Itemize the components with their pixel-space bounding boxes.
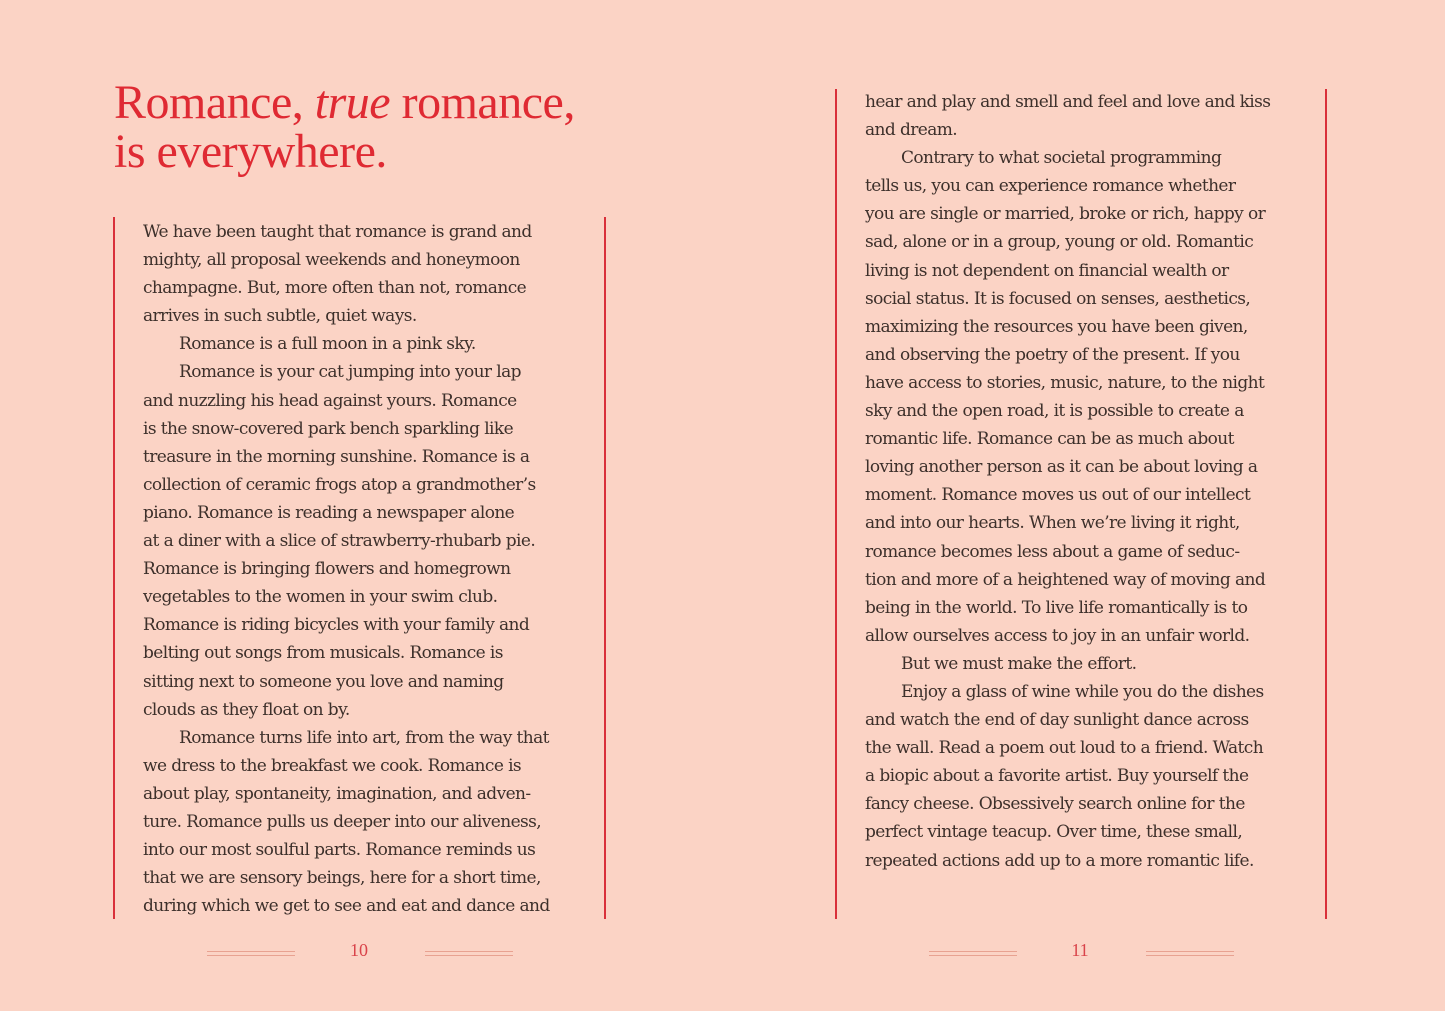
body-line: moment. Romance moves us out of our intellect [865,485,1251,506]
body-line: piano. Romance is reading a newspaper alone [143,502,515,523]
body-line: fancy cheese. Obsessively search online for the [865,794,1245,815]
body-line: and dream. [865,120,958,141]
body-line: ture. Romance pulls us deeper into our aliveness, [143,811,542,832]
body-line: Romance is bringing flowers and homegrown [143,559,511,580]
body-line: that we are sensory beings, here for a short time, [143,868,541,889]
body-line: Romance is your cat jumping into your lap [179,362,521,383]
right-footer-rule-right [1146,951,1234,956]
body-line: romantic life. Romance can be as much about [865,429,1234,450]
body-line: Enjoy a glass of wine while you do the dishes [901,681,1264,702]
body-line: sad, alone or in a group, young or old. Romantic [865,232,1254,253]
body-line: maximizing the resources you have been given, [865,316,1248,337]
body-line: Contrary to what societal programming [901,148,1222,169]
body-line: during which we get to see and eat and dance and [143,896,550,917]
body-line: into our most soulful parts. Romance reminds us [143,840,536,861]
title-line-1: Romance, true romance, [114,76,575,129]
body-line: belting out songs from musicals. Romance is [143,643,503,664]
body-line: the wall. Read a poem out loud to a friend. Watch [865,738,1264,759]
body-line: vegetables to the women in your swim club. [143,587,498,608]
body-line: But we must make the effort. [901,653,1137,674]
body-line: Romance is a full moon in a pink sky. [179,334,476,355]
left-page-left-rule [113,217,115,919]
page-number-right: 11 [1071,940,1089,960]
body-line: hear and play and smell and feel and love and kiss [865,92,1271,112]
left-page-body [143,218,598,920]
body-line: We have been taught that romance is grand and [143,222,532,242]
body-line: allow ourselves access to joy in an unfair world. [865,625,1250,646]
body-line: and nuzzling his head against yours. Romance [143,390,517,411]
body-line: Romance is riding bicycles with your family and [143,615,530,636]
body-line: living is not dependent on financial wealth or [865,260,1229,281]
body-line: and watch the end of day sunlight dance across [865,710,1249,731]
page-number-left: 10 [350,940,368,960]
body-line: clouds as they float on by. [143,699,350,720]
left-page-right-rule [604,217,606,919]
body-line: repeated actions add up to a more romantic life. [865,850,1254,871]
body-line: collection of ceramic frogs atop a grandmother’s [143,474,536,495]
body-line: about play, spontaneity, imagination, and adven- [143,783,531,804]
body-line: at a diner with a slice of strawberry-rhubarb pie. [143,531,536,552]
body-line: sky and the open road, it is possible to create a [865,401,1244,422]
body-line: treasure in the morning sunshine. Romance is a [143,446,530,467]
body-line: a biopic about a favorite artist. Buy yourself the [865,766,1249,787]
body-line: and observing the poetry of the present. If you [865,344,1240,365]
right-footer-rule-left [929,951,1017,956]
title-emphasis: true [314,76,391,129]
body-line: arrives in such subtle, quiet ways. [143,306,417,327]
body-line: tells us, you can experience romance whether [865,176,1236,197]
body-line: sitting next to someone you love and naming [143,671,504,692]
body-line: you are single or married, broke or rich, happy or [865,204,1266,225]
body-line: tion and more of a heightened way of moving and [865,569,1266,590]
body-line: Romance turns life into art, from the way that [179,727,549,748]
body-line: social status. It is focused on senses, aesthetics, [865,288,1251,309]
body-line: being in the world. To live life romantically is to [865,597,1248,618]
body-line: we dress to the breakfast we cook. Romance is [143,755,522,776]
title-line-2: is everywhere. [114,125,387,178]
body-line: is the snow-covered park bench sparkling like [143,418,514,439]
body-line: have access to stories, music, nature, to the night [865,372,1265,393]
right-page-body [865,88,1320,875]
body-line: perfect vintage teacup. Over time, these small, [865,822,1243,843]
body-line: mighty, all proposal weekends and honeymoon [143,250,520,271]
body-line: champagne. But, more often than not, romance [143,278,527,299]
right-page-right-rule [1325,89,1327,919]
chapter-title [114,78,714,176]
left-footer-rule-left [207,951,295,956]
body-line: romance becomes less about a game of seduc- [865,541,1240,562]
right-page-left-rule [835,89,837,919]
body-line: and into our hearts. When we’re living it right, [865,513,1240,534]
left-footer-rule-right [425,951,513,956]
body-line: loving another person as it can be about loving a [865,457,1258,478]
